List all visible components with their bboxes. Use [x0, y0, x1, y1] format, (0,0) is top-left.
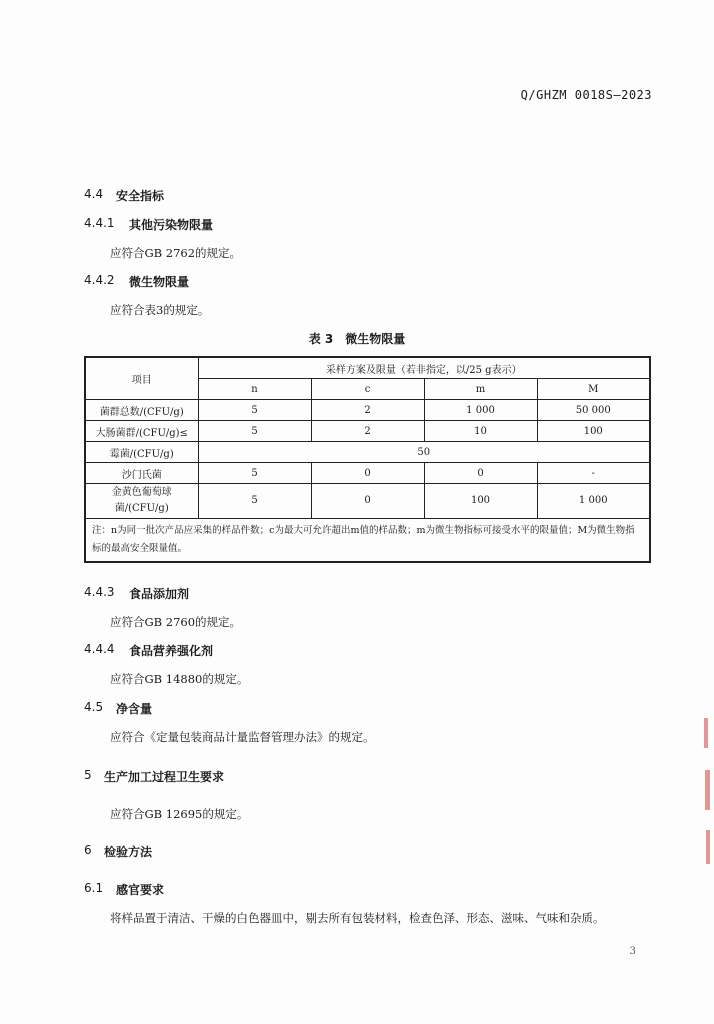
cell-m: 100	[424, 484, 537, 519]
cell-n: 5	[198, 421, 311, 442]
section-body: 应符合GB 2762的规定。	[110, 246, 242, 260]
cell-item: 沙门氏菌	[85, 463, 198, 484]
section-number: 4.4	[84, 187, 104, 201]
section-number: 4.4.3	[84, 585, 115, 599]
cell-c: 0	[311, 463, 424, 484]
column-group-header: 采样方案及限量（若非指定，以/25 g表示）	[198, 357, 650, 379]
cell-c: 2	[311, 421, 424, 442]
section-body: 应符合《定量包装商品计量监督管理办法》的规定。	[110, 730, 375, 744]
cell-n: 5	[198, 463, 311, 484]
cell-c: 2	[311, 400, 424, 421]
section-number: 6.1	[84, 881, 104, 895]
section-title: 食品添加剂	[129, 587, 190, 601]
section-title: 食品营养强化剂	[129, 644, 214, 658]
cell-m: 10	[424, 421, 537, 442]
column-header-n: n	[198, 379, 311, 400]
section-title: 微生物限量	[129, 275, 190, 289]
table-row	[85, 400, 650, 421]
cell-M: -	[537, 463, 650, 484]
cell-M: 50 000	[537, 400, 650, 421]
document-code: Q/GHZM 0018S—2023	[520, 88, 652, 102]
cell-n: 5	[198, 484, 311, 519]
stamp-fragment	[704, 718, 708, 748]
section-body: 应符合GB 2760的规定。	[110, 615, 242, 629]
section-title: 其他污染物限量	[129, 218, 214, 232]
cell-item: 大肠菌群/(CFU/g)≤	[85, 421, 198, 442]
table-caption: 表 3 微生物限量	[308, 332, 406, 346]
table-note: 注：n为同一批次产品应采集的样品件数；c为最大可允许超出m值的样品数；m为微生物指标可接受水平的限量值；M为微生物指标的最高安全限量值。	[85, 519, 650, 563]
page-number: 3	[629, 946, 636, 957]
section-body: 将样品置于清洁、干燥的白色器皿中，剔去所有包装材料，检查色泽、形态、滋味、气味和杂质。	[110, 911, 605, 925]
section-body: 应符合GB 12695的规定。	[110, 807, 249, 821]
cell-M: 1 000	[537, 484, 650, 519]
column-header-c: c	[311, 379, 424, 400]
column-header-M: M	[537, 379, 650, 400]
section-title: 生产加工过程卫生要求	[104, 770, 225, 784]
section-body: 应符合表3的规定。	[110, 303, 210, 317]
microbial-limits-table	[84, 356, 651, 563]
section-body: 应符合GB 14880的规定。	[110, 672, 249, 686]
table-row	[85, 442, 650, 463]
cell-item: 菌群总数/(CFU/g)	[85, 400, 198, 421]
cell-item: 金黄色葡萄球菌/(CFU/g)	[85, 484, 198, 519]
cell-n: 5	[198, 400, 311, 421]
section-title: 感官要求	[116, 883, 165, 897]
section-number: 6	[84, 843, 92, 857]
stamp-fragment	[705, 770, 710, 810]
section-number: 4.5	[84, 700, 104, 714]
section-number: 4.4.2	[84, 273, 115, 287]
section-title: 净含量	[116, 702, 153, 716]
cell-M: 100	[537, 421, 650, 442]
table-row	[85, 421, 650, 442]
section-number: 4.4.1	[84, 216, 115, 230]
section-title: 安全指标	[116, 189, 165, 203]
column-header-m: m	[424, 379, 537, 400]
column-header-item: 项目	[85, 357, 198, 400]
table-row	[85, 484, 650, 519]
section-title: 检验方法	[104, 845, 153, 859]
cell-item: 霉菌/(CFU/g)	[85, 442, 198, 463]
section-number: 4.4.4	[84, 642, 115, 656]
cell-m: 0	[424, 463, 537, 484]
section-number: 5	[84, 768, 92, 782]
stamp-fragment	[706, 830, 710, 864]
cell-c: 0	[311, 484, 424, 519]
cell-m: 1 000	[424, 400, 537, 421]
table-row	[85, 463, 650, 484]
cell-merged: 50	[198, 442, 650, 463]
